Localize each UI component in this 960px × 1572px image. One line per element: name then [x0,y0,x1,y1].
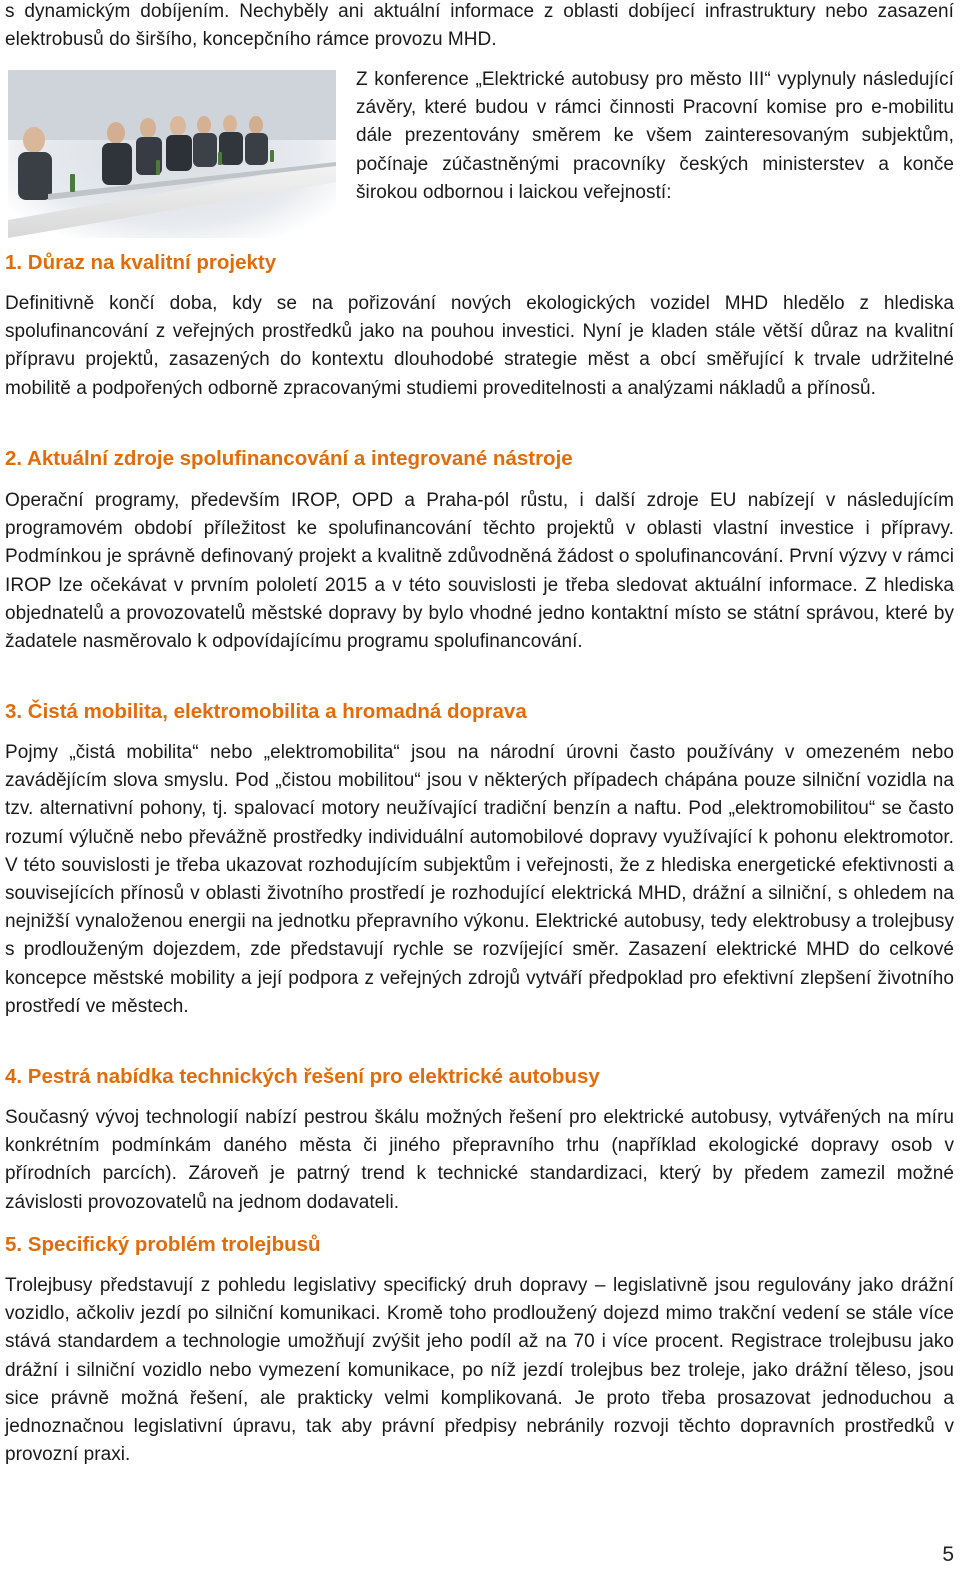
section-text-4: Současný vývoj technologií nabízí pestrou škálu možných řešení pro elektrické autobusy, vytvářených na míru konkrétním podmínkám daného města či jiného přepravního trhu (například ekologické dopravy osob v přírodních parcích). Zároveň je patrný trend k technické standardizaci, který by předem zamezil možné závislosti provozovatelů na jednom dodavateli. [5,1107,954,1213]
section-text-3: Pojmy „čistá mobilita“ nebo „elektromobilita“ jsou na národní úrovni často používány v omezeném nebo zavádějícím slova smyslu. Pod „čistou mobilitou“ jsou v některých případech chápána pouze silniční vozidla na tzv. alternativní pohony, tj. spalovací motory neužívající tradiční benzín a naftu. Pod „elektromobilitou“ se často rozumí výlučně nebo převážně prostředky individuální automobilové dopravy využívající k pohonu elektromotor. V této souvislosti je třeba ukazovat rozhodujícím subjektům i veřejnosti, že z hlediska energetické efektivnosti a souvisejících přínosů v oblasti životního prostředí je rozhodující elektrická MHD, drážní a silniční, s ohledem na nejnižší vynaloženou energii na jednotku přepravního výkonu. Elektrické autobusy, tedy elektrobusy a trolejbusy s prodlouženým dojezdem, zde představují rychle se rozvíjející směr. Zasazení elektrické MHD do celkové koncepce městské mobility a její podpora z veřejných zdrojů vytváří předpoklad pro efektivní zlepšení životního prostředí ve městech. [5,742,954,1017]
intro-paragraph: s dynamickým dobíjením. Nechyběly ani aktuální informace z oblasti dobíjecí infrastruktury nebo zasazení elektrobusů do širšího, koncepčního rámce provozu MHD. [5,1,954,51]
conference-photo [8,70,336,238]
section-heading-2: 2. Aktuální zdroje spolufinancování a integrované nástroje [5,447,573,470]
section-text-5: Trolejbusy představují z pohledu legislativy specifický druh dopravy – legislativně jsou regulovány jako drážní vozidlo, ačkoliv jezdí po silniční komunikaci. Kromě toho prodloužený dojezd mimo trakční vedení se stále více stává standardem a technologie umožňují zvýšit jeho podíl až na 70 i více procent. Registrace trolejbusu jako drážní i silniční vozidlo nebo vymezení komunikace, po níž jezdí trolejbus bez troleje, jako drážní těleso, jsou sice právně možná řešení, ale prakticky velmi komplikovaná. Je proto třeba prosazovat jednoduchou a jednoznačnou legislativní úpravu, tak aby právní předpisy nebránily rozvoji těchto dopravních prostředků v provozní praxi. [5,1275,954,1466]
section-heading-4: 4. Pestrá nabídka technických řešení pro elektrické autobusy [5,1065,600,1088]
section-heading-5: 5. Specifický problém trolejbusů [5,1233,321,1256]
conference-conclusions-intro: Z konference „Elektrické autobusy pro město III“ vyplynuly následující závěry, které budou v rámci činnosti Pracovní komise pro e-mobilitu dále prezentovány směrem ke všem zainteresovaným subjektům, počínaje zúčastněnými pracovníky českých ministerstev a konče širokou odbornou i laickou veřejností: [356,69,954,203]
section-text-1: Definitivně končí doba, kdy se na pořizování nových ekologických vozidel MHD hledělo z hlediska spolufinancování z veřejných prostředků jako na pouhou investici. Nyní je kladen stále větší důraz na kvalitní přípravu projektů, zasazených do kontextu dlouhodobé strategie měst a obcí směřující k trvale udržitelné mobilitě a podpořených odborně zpracovanými studiemi proveditelnosti a analýzami nákladů a přínosů. [5,293,954,399]
section-text-2: Operační programy, především IROP, OPD a Praha-pól růstu, i další zdroje EU nabízejí v následujícím programovém období příležitost ke spolufinancování těchto projektů v oblasti vlastní investice i přípravy. Podmínkou je správně definovaný projekt a kvalitně zdůvodněná žádost o spolufinancování. První výzvy v rámci IROP lze očekávat v prvním pololetí 2015 a v této souvislosti je třeba sledovat aktuální informace. Z hlediska objednatelů a provozovatelů městské dopravy by bylo vhodné jedno kontaktní místo se státní správou, které by žadatele nasměrovalo k odpovídajícímu programu spolufinancování. [5,490,954,653]
section-heading-1: 1. Důraz na kvalitní projekty [5,251,277,274]
section-heading-3: 3. Čistá mobilita, elektromobilita a hromadná doprava [5,700,527,723]
page-number: 5 [942,1543,954,1566]
